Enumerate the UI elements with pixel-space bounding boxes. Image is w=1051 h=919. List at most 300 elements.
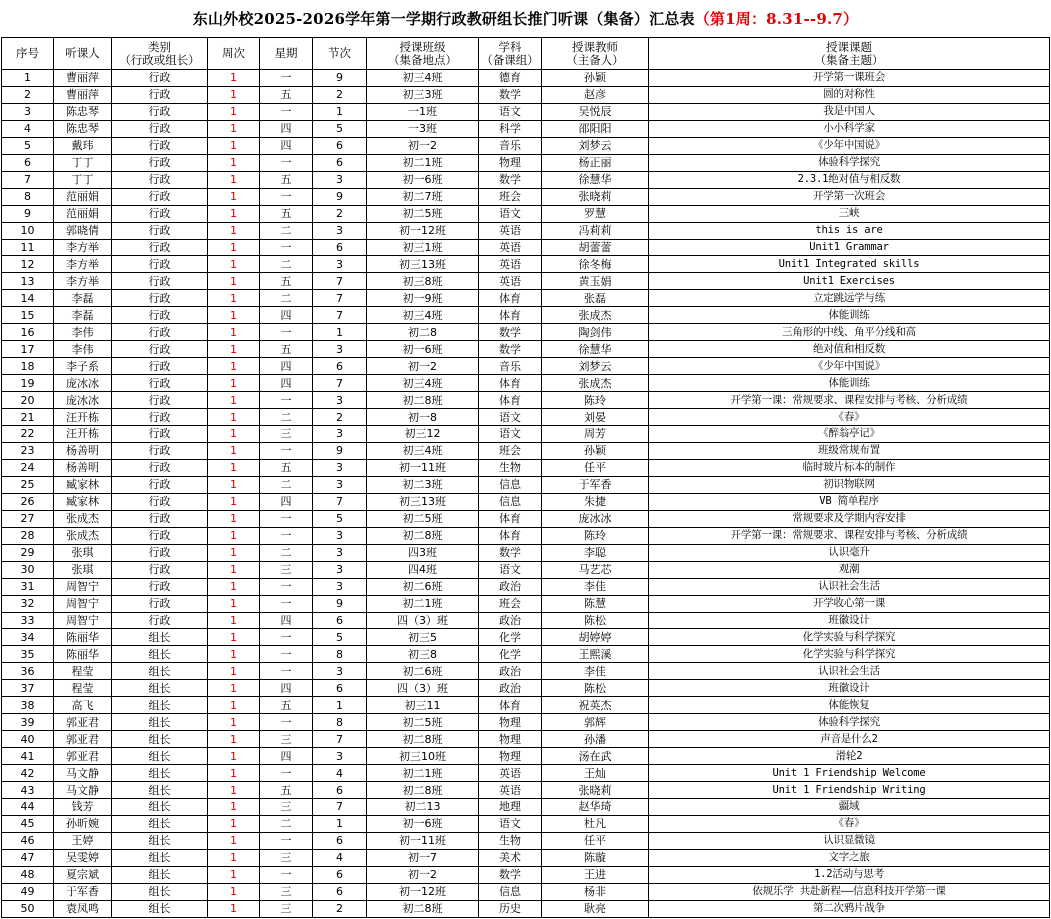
cell-listener: 程莹 — [54, 663, 112, 680]
cell-class: 初一7 — [367, 849, 479, 866]
cell-seq: 8 — [2, 188, 54, 205]
cell-seq: 38 — [2, 697, 54, 714]
cell-weekday: 一 — [260, 103, 313, 120]
cell-weekday: 二 — [260, 815, 313, 832]
cell-weekday: 一 — [260, 866, 313, 883]
cell-listener: 周智宁 — [54, 578, 112, 595]
cell-seq: 32 — [2, 595, 54, 612]
cell-weekday: 四 — [260, 748, 313, 765]
cell-period: 4 — [313, 765, 367, 782]
table-row — [2, 748, 1050, 765]
cell-listener: 陈丽华 — [54, 646, 112, 663]
cell-subject: 数学 — [479, 324, 542, 341]
cell-period: 6 — [313, 154, 367, 171]
cell-seq: 48 — [2, 866, 54, 883]
cell-teacher: 朱捷 — [542, 493, 649, 510]
table-row — [2, 629, 1050, 646]
cell-seq: 47 — [2, 849, 54, 866]
cell-listener: 于军香 — [54, 883, 112, 900]
cell-period: 8 — [313, 646, 367, 663]
table-row — [2, 171, 1050, 188]
table-row — [2, 358, 1050, 375]
cell-listener: 钱芳 — [54, 798, 112, 815]
cell-teacher: 张磊 — [542, 290, 649, 307]
cell-topic: 认识社会生活 — [649, 663, 1050, 680]
cell-seq: 15 — [2, 307, 54, 324]
table-row — [2, 256, 1050, 273]
header-teacher-sub: （主备人） — [566, 52, 624, 67]
cell-period: 3 — [313, 459, 367, 476]
header-week: 周次 — [208, 38, 260, 70]
cell-topic: 文字之旅 — [649, 849, 1050, 866]
cell-period: 6 — [313, 883, 367, 900]
cell-week: 1 — [208, 222, 260, 239]
header-category-label: 类别 — [148, 39, 171, 54]
cell-subject: 化学 — [479, 629, 542, 646]
cell-seq: 31 — [2, 578, 54, 595]
cell-period: 2 — [313, 409, 367, 426]
cell-listener: 臧家林 — [54, 476, 112, 493]
cell-seq: 7 — [2, 171, 54, 188]
table-row — [2, 154, 1050, 171]
cell-subject: 数学 — [479, 866, 542, 883]
cell-seq: 11 — [2, 239, 54, 256]
cell-subject: 政治 — [479, 663, 542, 680]
cell-class: 初三8 — [367, 646, 479, 663]
cell-week: 1 — [208, 70, 260, 87]
cell-period: 2 — [313, 205, 367, 222]
table-row — [2, 188, 1050, 205]
cell-subject: 数学 — [479, 341, 542, 358]
cell-topic: 开学第一课：常规要求、课程安排与考核、分析成绩 — [649, 392, 1050, 409]
cell-subject: 英语 — [479, 782, 542, 799]
cell-weekday: 一 — [260, 765, 313, 782]
cell-teacher: 任平 — [542, 832, 649, 849]
cell-seq: 4 — [2, 120, 54, 137]
table-row — [2, 832, 1050, 849]
cell-class: 初二8 — [367, 324, 479, 341]
cell-period: 6 — [313, 239, 367, 256]
cell-listener: 李磊 — [54, 307, 112, 324]
cell-teacher: 张成杰 — [542, 307, 649, 324]
cell-subject: 语文 — [479, 561, 542, 578]
header-subject — [479, 38, 542, 70]
cell-subject: 班会 — [479, 595, 542, 612]
table-row — [2, 442, 1050, 459]
cell-topic: 认识毫升 — [649, 544, 1050, 561]
cell-weekday: 一 — [260, 646, 313, 663]
cell-listener: 吴雯婷 — [54, 849, 112, 866]
table-row — [2, 375, 1050, 392]
cell-teacher: 赵华琦 — [542, 798, 649, 815]
table-row — [2, 239, 1050, 256]
cell-weekday: 二 — [260, 409, 313, 426]
cell-weekday: 三 — [260, 561, 313, 578]
cell-week: 1 — [208, 256, 260, 273]
title-week-range: （第1周：8.31--9.7） — [694, 9, 859, 28]
table-row — [2, 663, 1050, 680]
cell-subject: 化学 — [479, 646, 542, 663]
cell-topic: 滑轮2 — [649, 748, 1050, 765]
cell-topic: 疆域 — [649, 798, 1050, 815]
cell-seq: 13 — [2, 273, 54, 290]
cell-period: 6 — [313, 866, 367, 883]
cell-teacher: 邵阳阳 — [542, 120, 649, 137]
cell-topic: 体能训练 — [649, 307, 1050, 324]
cell-subject: 生物 — [479, 459, 542, 476]
cell-category: 组长 — [112, 849, 208, 866]
cell-topic: 观潮 — [649, 561, 1050, 578]
cell-subject: 体育 — [479, 697, 542, 714]
cell-teacher: 罗慧 — [542, 205, 649, 222]
cell-weekday: 一 — [260, 70, 313, 87]
cell-period: 3 — [313, 527, 367, 544]
cell-weekday: 二 — [260, 544, 313, 561]
cell-listener: 周智宁 — [54, 612, 112, 629]
cell-subject: 物理 — [479, 714, 542, 731]
table-row — [2, 680, 1050, 697]
cell-period: 3 — [313, 171, 367, 188]
table-row — [2, 765, 1050, 782]
cell-period: 3 — [313, 341, 367, 358]
page-title — [0, 0, 1051, 36]
table-row — [2, 426, 1050, 443]
cell-period: 9 — [313, 188, 367, 205]
cell-category: 行政 — [112, 527, 208, 544]
cell-class: 初三3班 — [367, 86, 479, 103]
cell-teacher: 冯莉莉 — [542, 222, 649, 239]
cell-period: 6 — [313, 782, 367, 799]
cell-class: 初二8班 — [367, 782, 479, 799]
cell-week: 1 — [208, 392, 260, 409]
cell-week: 1 — [208, 86, 260, 103]
cell-listener: 陈丽华 — [54, 629, 112, 646]
cell-week: 1 — [208, 866, 260, 883]
cell-weekday: 五 — [260, 86, 313, 103]
table-row — [2, 697, 1050, 714]
cell-class: 初一9班 — [367, 290, 479, 307]
cell-category: 行政 — [112, 290, 208, 307]
table-row — [2, 409, 1050, 426]
cell-weekday: 五 — [260, 782, 313, 799]
cell-category: 组长 — [112, 900, 208, 917]
cell-week: 1 — [208, 612, 260, 629]
cell-subject: 物理 — [479, 731, 542, 748]
table-row — [2, 544, 1050, 561]
cell-listener: 曹丽萍 — [54, 70, 112, 87]
cell-listener: 李方举 — [54, 239, 112, 256]
cell-seq: 30 — [2, 561, 54, 578]
cell-category: 行政 — [112, 409, 208, 426]
cell-week: 1 — [208, 544, 260, 561]
title-main: 东山外校2025-2026学年第一学期行政教研组长推门听课（集备）汇总表 — [192, 9, 695, 28]
cell-category: 行政 — [112, 205, 208, 222]
cell-topic: 《少年中国说》 — [649, 137, 1050, 154]
cell-subject: 物理 — [479, 748, 542, 765]
cell-weekday: 四 — [260, 680, 313, 697]
cell-period: 2 — [313, 900, 367, 917]
cell-week: 1 — [208, 137, 260, 154]
cell-class: 四（3）班 — [367, 612, 479, 629]
cell-topic: 三峡 — [649, 205, 1050, 222]
cell-listener: 马文静 — [54, 765, 112, 782]
cell-seq: 2 — [2, 86, 54, 103]
cell-category: 行政 — [112, 324, 208, 341]
cell-subject: 政治 — [479, 578, 542, 595]
cell-seq: 36 — [2, 663, 54, 680]
cell-listener: 庞冰冰 — [54, 392, 112, 409]
cell-category: 行政 — [112, 493, 208, 510]
cell-week: 1 — [208, 900, 260, 917]
cell-weekday: 五 — [260, 273, 313, 290]
cell-class: 初二13 — [367, 798, 479, 815]
cell-topic: 初识物联网 — [649, 476, 1050, 493]
cell-period: 7 — [313, 493, 367, 510]
cell-period: 9 — [313, 70, 367, 87]
cell-class: 初一12班 — [367, 222, 479, 239]
cell-week: 1 — [208, 307, 260, 324]
cell-seq: 41 — [2, 748, 54, 765]
cell-week: 1 — [208, 748, 260, 765]
cell-class: 初二8班 — [367, 527, 479, 544]
cell-class: 初三13班 — [367, 256, 479, 273]
cell-category: 组长 — [112, 646, 208, 663]
cell-listener: 郭亚君 — [54, 714, 112, 731]
cell-subject: 语文 — [479, 103, 542, 120]
cell-week: 1 — [208, 290, 260, 307]
cell-week: 1 — [208, 680, 260, 697]
cell-teacher: 任平 — [542, 459, 649, 476]
table-row — [2, 137, 1050, 154]
cell-listener: 郭亚君 — [54, 748, 112, 765]
header-period: 节次 — [313, 38, 367, 70]
cell-seq: 37 — [2, 680, 54, 697]
cell-category: 组长 — [112, 748, 208, 765]
table-row — [2, 561, 1050, 578]
cell-listener: 臧家林 — [54, 493, 112, 510]
cell-category: 行政 — [112, 239, 208, 256]
header-class-label: 授课班级 — [399, 39, 446, 54]
table-row — [2, 815, 1050, 832]
cell-category: 行政 — [112, 612, 208, 629]
cell-weekday: 四 — [260, 120, 313, 137]
table-row — [2, 646, 1050, 663]
table-row — [2, 103, 1050, 120]
cell-class: 初二5班 — [367, 510, 479, 527]
cell-subject: 体育 — [479, 307, 542, 324]
cell-period: 2 — [313, 86, 367, 103]
cell-listener: 丁丁 — [54, 171, 112, 188]
cell-period: 5 — [313, 629, 367, 646]
cell-week: 1 — [208, 663, 260, 680]
cell-seq: 25 — [2, 476, 54, 493]
cell-category: 行政 — [112, 256, 208, 273]
cell-weekday: 四 — [260, 137, 313, 154]
cell-topic: 临时玻片标本的制作 — [649, 459, 1050, 476]
table-row — [2, 273, 1050, 290]
cell-topic: Unit 1 Friendship Writing — [649, 782, 1050, 799]
cell-topic: 班徽设计 — [649, 680, 1050, 697]
cell-weekday: 四 — [260, 358, 313, 375]
header-subject-sub: （备课组） — [481, 52, 539, 67]
cell-class: 初三8班 — [367, 273, 479, 290]
cell-period: 3 — [313, 663, 367, 680]
cell-weekday: 四 — [260, 375, 313, 392]
cell-subject: 英语 — [479, 765, 542, 782]
cell-weekday: 一 — [260, 832, 313, 849]
cell-category: 行政 — [112, 307, 208, 324]
cell-class: 四4班 — [367, 561, 479, 578]
cell-category: 组长 — [112, 883, 208, 900]
cell-seq: 6 — [2, 154, 54, 171]
cell-week: 1 — [208, 527, 260, 544]
table-row — [2, 70, 1050, 87]
table-row — [2, 392, 1050, 409]
cell-seq: 17 — [2, 341, 54, 358]
cell-listener: 郭晓倩 — [54, 222, 112, 239]
cell-teacher: 徐慧华 — [542, 341, 649, 358]
cell-seq: 42 — [2, 765, 54, 782]
cell-category: 行政 — [112, 544, 208, 561]
cell-listener: 张成杰 — [54, 510, 112, 527]
cell-class: 初一8 — [367, 409, 479, 426]
cell-topic: 化学实验与科学探究 — [649, 629, 1050, 646]
cell-week: 1 — [208, 375, 260, 392]
cell-seq: 28 — [2, 527, 54, 544]
cell-period: 6 — [313, 612, 367, 629]
cell-subject: 英语 — [479, 256, 542, 273]
cell-topic: 小小科学家 — [649, 120, 1050, 137]
cell-weekday: 一 — [260, 629, 313, 646]
cell-category: 行政 — [112, 70, 208, 87]
cell-topic: Unit1 Integrated skills — [649, 256, 1050, 273]
table-row — [2, 866, 1050, 883]
cell-weekday: 一 — [260, 595, 313, 612]
cell-listener: 杨善明 — [54, 442, 112, 459]
cell-subject: 体育 — [479, 510, 542, 527]
cell-class: 初三11 — [367, 697, 479, 714]
cell-class: 初三13班 — [367, 493, 479, 510]
cell-subject: 音乐 — [479, 358, 542, 375]
cell-topic: 圆的对称性 — [649, 86, 1050, 103]
cell-topic: 开学第一课班会 — [649, 70, 1050, 87]
cell-listener: 陈忠琴 — [54, 103, 112, 120]
cell-teacher: 张晓莉 — [542, 782, 649, 799]
header-subject-label: 学科 — [498, 39, 522, 54]
cell-category: 行政 — [112, 459, 208, 476]
cell-teacher: 王灿 — [542, 765, 649, 782]
header-class-sub: （集备地点） — [388, 52, 457, 67]
cell-teacher: 徐冬梅 — [542, 256, 649, 273]
cell-week: 1 — [208, 120, 260, 137]
cell-week: 1 — [208, 103, 260, 120]
cell-week: 1 — [208, 358, 260, 375]
header-teacher-label: 授课教师 — [572, 39, 618, 54]
cell-topic: 体验科学探究 — [649, 154, 1050, 171]
cell-listener: 李方举 — [54, 273, 112, 290]
cell-topic: 依规乐学 共赴新程——信息科技开学第一课 — [649, 883, 1050, 900]
cell-weekday: 一 — [260, 578, 313, 595]
cell-teacher: 陈慧 — [542, 595, 649, 612]
cell-class: 初三4班 — [367, 442, 479, 459]
cell-period: 5 — [313, 120, 367, 137]
cell-period: 7 — [313, 798, 367, 815]
cell-teacher: 刘晏 — [542, 409, 649, 426]
cell-teacher: 杨正丽 — [542, 154, 649, 171]
cell-weekday: 四 — [260, 612, 313, 629]
cell-subject: 语文 — [479, 205, 542, 222]
cell-weekday: 一 — [260, 510, 313, 527]
cell-period: 1 — [313, 815, 367, 832]
cell-weekday: 一 — [260, 527, 313, 544]
cell-period: 4 — [313, 849, 367, 866]
cell-category: 组长 — [112, 663, 208, 680]
cell-category: 行政 — [112, 578, 208, 595]
cell-teacher: 孙潘 — [542, 731, 649, 748]
cell-seq: 35 — [2, 646, 54, 663]
cell-subject: 音乐 — [479, 137, 542, 154]
cell-period: 3 — [313, 256, 367, 273]
cell-topic: 班徽设计 — [649, 612, 1050, 629]
cell-topic: 体能恢复 — [649, 697, 1050, 714]
cell-seq: 16 — [2, 324, 54, 341]
cell-teacher: 杨非 — [542, 883, 649, 900]
cell-category: 组长 — [112, 765, 208, 782]
cell-seq: 1 — [2, 70, 54, 87]
cell-teacher: 陈松 — [542, 612, 649, 629]
cell-class: 初三1班 — [367, 239, 479, 256]
cell-teacher: 陈璇 — [542, 849, 649, 866]
cell-teacher: 马艺芯 — [542, 561, 649, 578]
cell-class: 初三4班 — [367, 307, 479, 324]
cell-topic: 班级常规布置 — [649, 442, 1050, 459]
cell-category: 行政 — [112, 426, 208, 443]
cell-period: 3 — [313, 578, 367, 595]
cell-class: 初一2 — [367, 137, 479, 154]
cell-class: 初二5班 — [367, 714, 479, 731]
cell-weekday: 二 — [260, 476, 313, 493]
cell-week: 1 — [208, 273, 260, 290]
cell-weekday: 一 — [260, 239, 313, 256]
cell-seq: 20 — [2, 392, 54, 409]
cell-seq: 49 — [2, 883, 54, 900]
table-header — [2, 38, 1050, 70]
cell-teacher: 陈玲 — [542, 392, 649, 409]
cell-teacher: 庞冰冰 — [542, 510, 649, 527]
cell-listener: 范丽娟 — [54, 188, 112, 205]
cell-week: 1 — [208, 510, 260, 527]
cell-listener: 张琪 — [54, 561, 112, 578]
cell-week: 1 — [208, 239, 260, 256]
table-row — [2, 849, 1050, 866]
cell-topic: 1.2活动与思考 — [649, 866, 1050, 883]
cell-teacher: 张晓莉 — [542, 188, 649, 205]
cell-class: 初一11班 — [367, 459, 479, 476]
cell-weekday: 一 — [260, 442, 313, 459]
cell-subject: 班会 — [479, 188, 542, 205]
cell-week: 1 — [208, 798, 260, 815]
cell-weekday: 三 — [260, 731, 313, 748]
cell-period: 6 — [313, 680, 367, 697]
cell-week: 1 — [208, 731, 260, 748]
cell-subject: 英语 — [479, 239, 542, 256]
cell-period: 3 — [313, 544, 367, 561]
cell-subject: 班会 — [479, 442, 542, 459]
cell-class: 初二6班 — [367, 578, 479, 595]
cell-listener: 汪开栋 — [54, 409, 112, 426]
cell-subject: 生物 — [479, 832, 542, 849]
cell-listener: 周智宁 — [54, 595, 112, 612]
